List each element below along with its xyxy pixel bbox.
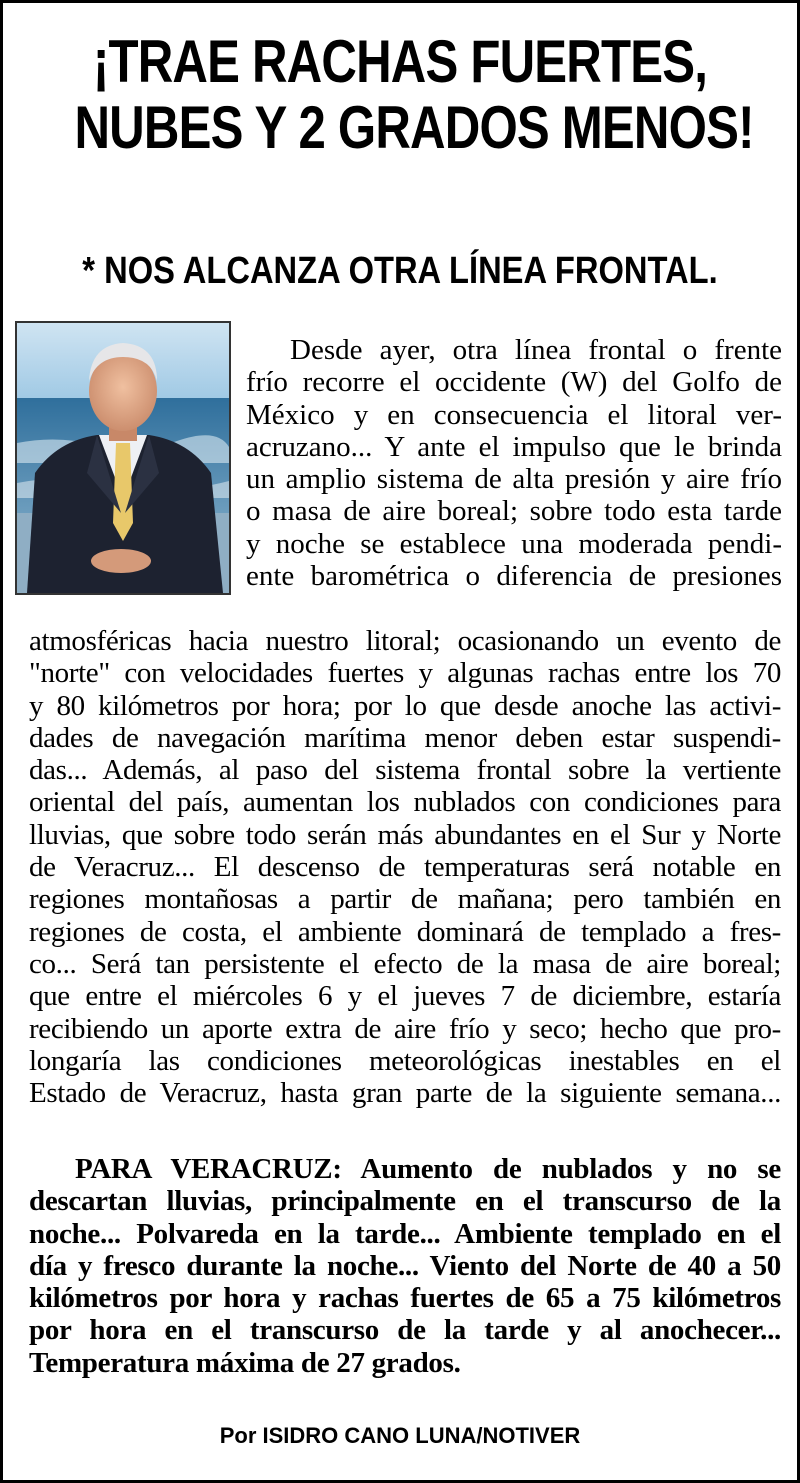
article-opening <box>246 334 782 592</box>
byline: Por ISIDRO CANO LUNA/NOTIVER <box>219 1423 581 1448</box>
text-line: un amplio sistema de alta presión y aire frío <box>246 463 782 496</box>
article-body <box>29 625 781 1109</box>
text-line: por hora en el transcurso de la tarde y al anochecer... <box>29 1314 781 1347</box>
text-line: regiones montañosas a partir de mañana; pero también en <box>29 883 781 916</box>
text-line: acruzano... Y ante el impulso que le brinda <box>246 430 782 463</box>
text-line: y 80 kilómetros por hora; por lo que desde anoche las activi- <box>29 689 781 722</box>
text-line: co... Será tan persistente el efecto de la masa de aire boreal; <box>29 947 781 980</box>
text-line: o masa de aire boreal; sobre todo esta tarde <box>246 495 782 528</box>
text-line: das... Además, al paso del sistema frontal sobre la vertiente <box>29 754 781 787</box>
text-line: lluvias, que sobre todo serán más abundantes en el Sur y Norte <box>29 818 781 851</box>
headline <box>74 28 754 161</box>
text-line: regiones de costa, el ambiente dominará de templado a fres- <box>29 915 781 948</box>
columnist-photo <box>15 321 231 595</box>
text-line: y noche se establece una moderada pendi- <box>246 527 782 560</box>
text-line: atmosféricas hacia nuestro litoral; ocasionando un evento de <box>29 625 781 657</box>
text-line: PARA VERACRUZ: Aumento de nublados y no se <box>75 1153 781 1185</box>
text-line: Desde ayer, otra línea frontal o frente <box>290 334 782 366</box>
text-line: día y fresco durante la noche... Viento del Norte de 40 a 50 <box>29 1249 781 1282</box>
text-line: "norte" con velocidades fuertes y algunas rachas entre los 70 <box>29 657 781 690</box>
text-line: frío recorre el occidente (W) del Golfo de <box>246 366 782 399</box>
text-line: Estado de Veracruz, hasta gran parte de la siguiente semana... <box>29 1077 781 1110</box>
headline-line-1: ¡TRAE RACHAS FUERTES, <box>92 28 708 95</box>
text-line: ente barométrica o diferencia de presiones <box>246 560 782 593</box>
text-line: kilómetros por hora y rachas fuertes de 65 a 75 kilómetros <box>29 1282 781 1315</box>
subheadline: * NOS ALCANZA OTRA LÍNEA FRONTAL. <box>82 250 718 292</box>
text-line: longaría las condiciones meteorológicas inestables en el <box>29 1044 781 1077</box>
text-line: noche... Polvareda en la tarde... Ambiente templado en el <box>29 1217 781 1250</box>
text-line: recibiendo un aporte extra de aire frío y seco; hecho que pro- <box>29 1012 781 1045</box>
text-line: que entre el miércoles 6 y el jueves 7 de diciembre, estaría <box>29 980 781 1013</box>
columnist-photo-icon <box>17 323 229 593</box>
text-line: México y en consecuencia el litoral ver- <box>246 398 782 431</box>
text-line: Temperatura máxima de 27 grados. <box>29 1346 461 1379</box>
text-line: descartan lluvias, principalmente en el transcurso de la <box>29 1185 781 1218</box>
text-line: oriental del país, aumentan los nublados con condiciones para <box>29 786 781 819</box>
text-line: de Veracruz... El descenso de temperaturas será notable en <box>29 851 781 884</box>
headline-line-2: NUBES Y 2 GRADOS MENOS! <box>74 94 754 161</box>
text-line: dades de navegación marítima menor deben estar suspendi- <box>29 721 781 754</box>
forecast-veracruz <box>29 1153 781 1379</box>
